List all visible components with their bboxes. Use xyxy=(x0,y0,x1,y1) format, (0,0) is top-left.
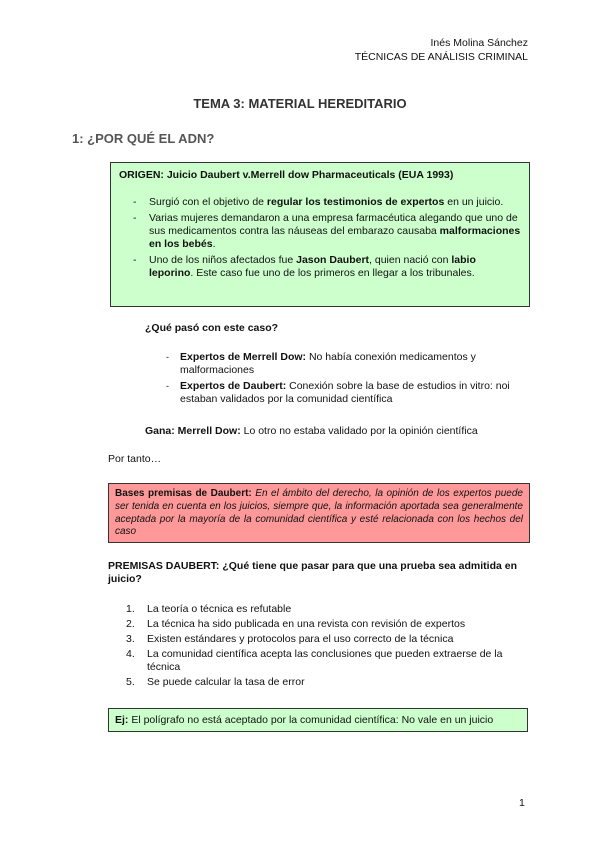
origin-list xyxy=(119,196,521,280)
origin-box xyxy=(110,162,530,307)
list-item: - Uno de los niños afectados fue Jason Daubert, quien nació con labio leporino. Este caso fue uno de los primeros en llegar a los tribunales. xyxy=(119,254,521,280)
list-item: 2. La técnica ha sido publicada en una revista con revisión de expertos xyxy=(126,618,466,630)
list-item: 3. Existen estándares y protocolos para el uso correcto de la técnica xyxy=(126,633,454,645)
page-header xyxy=(355,36,528,64)
section-heading: 1: ¿POR QUÉ EL ADN? xyxy=(72,131,215,146)
list-item: 1. La teoría o técnica es refutable xyxy=(126,603,292,615)
therefore-text: Por tanto… xyxy=(108,453,162,465)
course-name: TÉCNICAS DE ANÁLISIS CRIMINAL xyxy=(354,51,528,63)
premises-box: Bases premisas de Daubert: En el ámbito del derecho, la opinión de los expertos puede ser tenida en cuenta en los juicios, siempre que, la información aportada sea generalmente aceptada por la mayoría de la comunidad científica y esté relacionada con los hechos del caso xyxy=(108,483,530,543)
example-box: Ej: El polígrafo no está aceptado por la comunidad científica: No vale en un juicio xyxy=(108,708,528,732)
page-number: 1 xyxy=(519,797,525,809)
list-item: - Expertos de Merrell Dow: No había conexión medicamentos y malformaciones xyxy=(162,351,522,377)
case-list xyxy=(162,351,522,406)
case-winner: Gana: Merrell Dow: Lo otro no estaba validado por la opinión científica xyxy=(145,425,478,437)
premises-question: PREMISAS DAUBERT: ¿Qué tiene que pasar para que una prueba sea admitida en juicio? xyxy=(108,560,518,585)
list-item: - Surgió con el objetivo de regular los testimonios de expertos en un juicio. xyxy=(119,196,521,209)
list-item: 5. Se puede calcular la tasa de error xyxy=(126,676,305,688)
list-item: - Varias mujeres demandaron a una empresa farmacéutica alegando que uno de sus medicamentos contra las náuseas del embarazo causaba malformaciones en los bebés. xyxy=(119,212,521,251)
list-item: 4. La comunidad científica acepta las conclusiones que pueden extraerse de la técnica xyxy=(126,648,503,673)
case-question: ¿Qué pasó con este caso? xyxy=(145,322,279,334)
premises-list xyxy=(126,603,536,689)
origin-heading: ORIGEN: Juicio Daubert v.Merrell dow Pharmaceuticals (EUA 1993) xyxy=(119,169,454,181)
page-title: TEMA 3: MATERIAL HEREDITARIO xyxy=(193,96,407,111)
list-item: - Expertos de Daubert: Conexión sobre la base de estudios in vitro: noi estaban validados por la comunidad científica xyxy=(162,380,522,406)
author-name: Inés Molina Sánchez xyxy=(430,37,528,49)
